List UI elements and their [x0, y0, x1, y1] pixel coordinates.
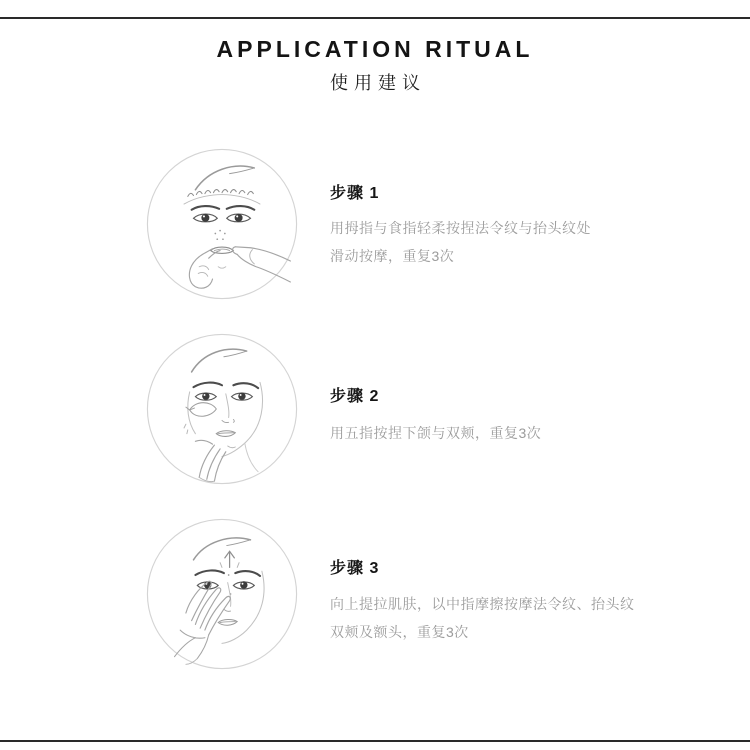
top-rule: [0, 17, 750, 19]
step3-description-line2: 双颊及额头，重复3次: [330, 624, 469, 640]
step1-text-block: [330, 180, 720, 270]
face-upward-lift-illustration-icon: [146, 518, 298, 670]
bottom-rule: [0, 740, 750, 742]
step3-label: 步骤 3: [330, 560, 380, 577]
step1-description-line2: 滑动按摩，重复3次: [330, 248, 455, 264]
step1-illustration-circle: [146, 148, 298, 300]
face-pinch-jaw-cheek-illustration-icon: [146, 333, 298, 485]
face-pinch-nasolabial-illustration-icon: [146, 148, 298, 300]
step2-illustration-circle: [146, 333, 298, 485]
page-title: APPLICATION RITUAL: [216, 36, 534, 62]
step1-label: 步骤 1: [330, 185, 380, 202]
page-subtitle: 使用建议: [330, 73, 426, 93]
step2-description-line1: 用五指按捏下颌与双颊，重复3次: [330, 425, 542, 441]
step1-description-line1: 用拇指与食指轻柔按捏法令纹与抬头纹处: [330, 220, 591, 236]
step2-label: 步骤 2: [330, 388, 380, 405]
step3-text-block: [330, 555, 720, 646]
step3-illustration-circle: [146, 518, 298, 670]
step2-text-block: [330, 383, 720, 447]
step3-description-line1: 向上提拉肌肤，以中指摩擦按摩法令纹、抬头纹: [330, 596, 635, 612]
